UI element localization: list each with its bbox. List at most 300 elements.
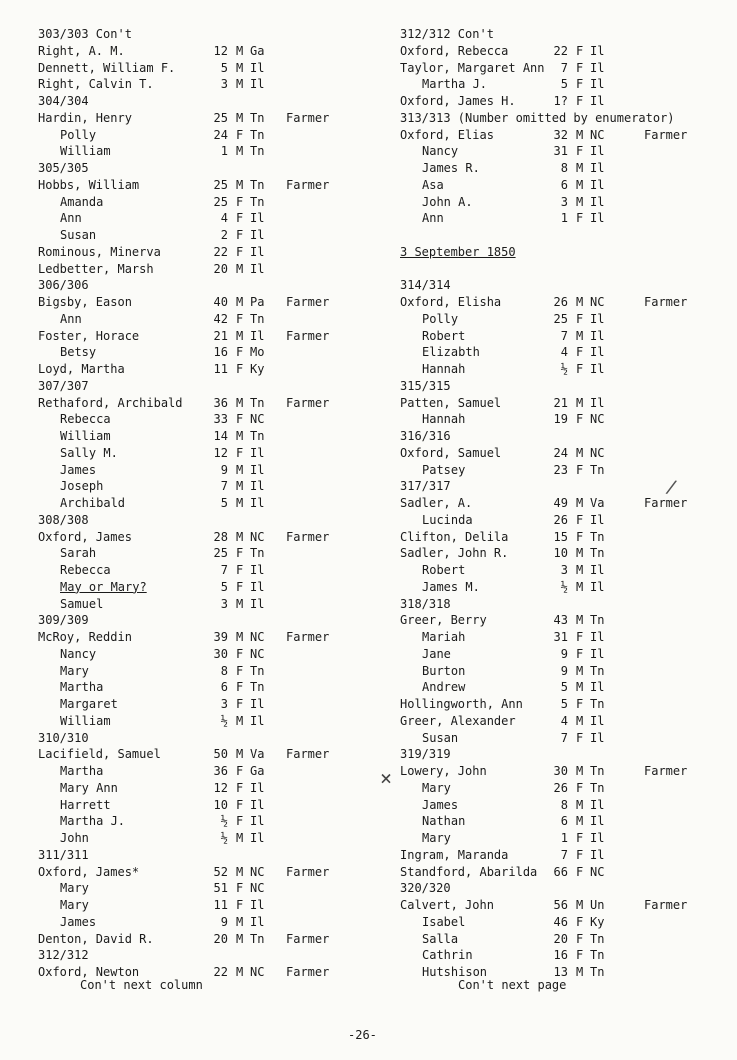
sex: M	[236, 931, 244, 946]
age: 9	[560, 663, 568, 678]
household-number	[400, 26, 730, 43]
person-name: Calvert, John	[400, 898, 494, 912]
person-name: Lacifield, Samuel	[38, 747, 161, 762]
census-row	[400, 780, 730, 797]
census-row	[400, 646, 730, 663]
person-name: Polly	[60, 127, 97, 142]
census-row	[38, 529, 378, 546]
birthplace: NC	[590, 127, 605, 142]
census-row	[38, 244, 378, 261]
sex: M	[236, 747, 244, 762]
person-name: Right, A. M.	[38, 43, 125, 58]
person-name: Salla	[422, 931, 459, 946]
person-name: Hollingworth, Ann	[400, 697, 523, 711]
birthplace: Ga	[250, 43, 265, 58]
birthplace: Tn	[590, 546, 605, 561]
birthplace: Un	[590, 898, 605, 912]
person-name: Oxford, James H.	[400, 94, 516, 108]
sex: F	[236, 646, 244, 661]
age: 8	[220, 663, 228, 678]
census-row	[400, 311, 730, 328]
age: 7	[560, 60, 568, 75]
occupation: Farmer	[286, 395, 330, 410]
census-row	[38, 813, 378, 830]
person-name: 319/319	[400, 747, 451, 762]
sex: F	[236, 881, 244, 896]
age: 5	[560, 77, 568, 92]
census-row	[38, 395, 378, 412]
person-name: Susan	[422, 730, 459, 745]
sex: M	[576, 496, 584, 510]
census-row	[38, 177, 378, 194]
occupation: Farmer	[644, 764, 688, 778]
person-name: Dennett, William F.	[38, 60, 176, 75]
person-name: Mary	[422, 831, 451, 845]
census-row	[400, 847, 730, 864]
person-name: Mary Ann	[60, 780, 118, 795]
person-name: Oxford, James*	[38, 864, 140, 879]
census-row	[38, 663, 378, 680]
birthplace: Il	[590, 144, 605, 159]
age: 7	[560, 328, 568, 343]
person-name: 311/311	[38, 847, 89, 862]
person-name: Sadler, A.	[400, 496, 473, 510]
sex: F	[236, 663, 244, 678]
census-row	[400, 545, 730, 562]
age: 25	[213, 177, 228, 192]
birthplace: Va	[590, 496, 605, 510]
census-row	[400, 127, 730, 144]
birthplace: Tn	[250, 429, 265, 443]
person-name: 312/312 Con't	[400, 27, 494, 41]
birthplace: Il	[250, 496, 265, 510]
birthplace: Il	[250, 898, 265, 912]
birthplace: Tn	[250, 680, 265, 695]
sex: F	[236, 797, 244, 812]
age: 31	[553, 144, 568, 159]
person-name: Martha J.	[422, 77, 488, 92]
census-row	[400, 663, 730, 680]
birthplace: Il	[590, 831, 605, 845]
age: 6	[560, 814, 568, 829]
sex: F	[576, 931, 584, 946]
birthplace: Il	[590, 177, 605, 192]
person-name: 303/303 Con't	[38, 27, 132, 41]
sex: F	[236, 194, 244, 209]
birthplace: Il	[590, 362, 605, 376]
household-number	[400, 428, 730, 445]
person-name: Oxford, Elisha	[400, 295, 502, 309]
census-row	[38, 696, 378, 713]
person-name: 3 September 1850	[400, 244, 516, 259]
birthplace: Tn	[590, 948, 605, 963]
age: 7	[220, 563, 228, 577]
census-row	[38, 880, 378, 897]
person-name: Oxford, James	[38, 529, 132, 544]
person-name: 304/304	[38, 94, 89, 108]
person-name: 314/314	[400, 278, 451, 293]
birthplace: NC	[250, 630, 265, 644]
sex: M	[576, 680, 584, 695]
person-name: Patsey	[422, 462, 466, 477]
birthplace: Ga	[250, 764, 265, 778]
sex: F	[236, 697, 244, 711]
census-row	[400, 93, 730, 110]
census-row	[400, 947, 730, 964]
census-row	[400, 60, 730, 77]
census-row	[400, 43, 730, 60]
person-name: Polly	[422, 311, 459, 326]
census-row	[400, 445, 730, 462]
birthplace: Il	[250, 479, 265, 494]
birthplace: Tn	[590, 780, 605, 795]
census-row	[38, 562, 378, 579]
person-name: James M.	[422, 579, 480, 594]
census-row	[38, 311, 378, 328]
age: 9	[560, 646, 568, 661]
birthplace: Tn	[250, 127, 265, 142]
age: 7	[220, 479, 228, 494]
birthplace: Tn	[590, 931, 605, 946]
birthplace: Il	[590, 211, 605, 226]
sex: F	[576, 697, 584, 711]
person-name: Robert	[422, 563, 466, 577]
census-row	[400, 562, 730, 579]
sex: M	[236, 77, 244, 92]
birthplace: NC	[590, 864, 605, 879]
age: 6	[220, 680, 228, 695]
person-name: 310/310	[38, 730, 89, 745]
birthplace: Il	[590, 94, 605, 108]
person-name: Greer, Berry	[400, 613, 487, 628]
person-name: Sally M.	[60, 445, 118, 460]
age: 24	[553, 445, 568, 460]
sex: F	[236, 228, 244, 242]
age: 36	[213, 395, 228, 410]
census-row	[400, 914, 730, 931]
census-row	[38, 713, 378, 730]
person-name: 306/306	[38, 278, 89, 293]
birthplace: Tn	[250, 144, 265, 159]
age: 5	[220, 496, 228, 510]
birthplace: Il	[250, 713, 265, 728]
person-name: Susan	[60, 228, 97, 242]
sex: F	[576, 311, 584, 326]
age: 26	[553, 295, 568, 309]
person-name: Oxford, Rebecca	[400, 43, 509, 58]
occupation: Farmer	[644, 898, 688, 912]
person-name: Sarah	[60, 546, 97, 561]
census-row	[38, 445, 378, 462]
age: 9	[220, 914, 228, 929]
age: 3	[560, 563, 568, 577]
census-row	[400, 813, 730, 830]
age: 3	[220, 77, 228, 92]
age: 28	[213, 529, 228, 544]
household-number	[38, 847, 378, 864]
person-name: Right, Calvin T.	[38, 77, 154, 92]
birthplace: Tn	[250, 194, 265, 209]
household-number	[400, 378, 730, 395]
sex: F	[236, 764, 244, 778]
person-name: Martha	[60, 680, 104, 695]
census-row	[400, 177, 730, 194]
person-name: Jane	[422, 646, 451, 661]
birthplace: Tn	[250, 931, 265, 946]
person-name: Oxford, Elias	[400, 127, 494, 142]
age: 12	[213, 43, 228, 58]
person-name: Greer, Alexander	[400, 713, 516, 728]
person-name: Nathan	[422, 814, 466, 829]
sex: F	[576, 462, 584, 477]
sex: M	[236, 596, 244, 611]
sex: F	[576, 345, 584, 360]
birthplace: Il	[590, 345, 605, 360]
census-row	[38, 914, 378, 931]
census-row	[38, 797, 378, 814]
person-name: Lowery, John	[400, 764, 487, 778]
occupation: Farmer	[286, 965, 330, 979]
person-name: Martha J.	[60, 814, 126, 829]
birthplace: Il	[250, 60, 265, 75]
birthplace: Il	[250, 328, 265, 343]
occupation: Farmer	[644, 127, 688, 142]
sex: F	[236, 127, 244, 142]
birthplace: Tn	[590, 965, 605, 979]
age: 3	[560, 194, 568, 209]
birthplace: Il	[250, 797, 265, 812]
census-row	[38, 495, 378, 512]
sex: M	[576, 663, 584, 678]
household-number	[38, 160, 378, 177]
person-name: Elizabth	[422, 345, 480, 360]
birthplace: Il	[590, 395, 605, 410]
birthplace: NC	[590, 445, 605, 460]
age: 25	[213, 546, 228, 561]
census-row	[38, 864, 378, 881]
birthplace: Il	[250, 579, 265, 594]
age: 4	[560, 713, 568, 728]
sex: M	[576, 579, 584, 594]
sex: M	[236, 965, 244, 979]
sex: M	[576, 965, 584, 979]
sex: M	[236, 496, 244, 510]
age: 42	[213, 311, 228, 326]
person-name: James	[422, 797, 459, 812]
birthplace: Tn	[250, 663, 265, 678]
sex: M	[236, 177, 244, 192]
occupation: Farmer	[286, 328, 330, 343]
census-row	[38, 210, 378, 227]
census-row	[400, 612, 730, 629]
blank-line	[400, 227, 730, 244]
sex: M	[236, 395, 244, 410]
age: 6	[560, 177, 568, 192]
household-number	[400, 746, 730, 763]
age: 1?	[553, 94, 568, 108]
person-name: Nancy	[422, 144, 459, 159]
age: 25	[213, 110, 228, 125]
age: 4	[560, 345, 568, 360]
census-row	[38, 780, 378, 797]
person-name: 305/305	[38, 161, 89, 175]
birthplace: Il	[590, 713, 605, 728]
continuation-note-left: Con't next column	[80, 978, 203, 992]
age: 36	[213, 764, 228, 778]
birthplace: Va	[250, 747, 265, 762]
age: 20	[553, 931, 568, 946]
birthplace: Il	[250, 211, 265, 226]
birthplace: Il	[590, 847, 605, 862]
person-name: Rominous, Minerva	[38, 244, 161, 259]
census-row	[38, 76, 378, 93]
sex: M	[236, 831, 244, 845]
birthplace: Il	[250, 77, 265, 92]
person-name: 320/320	[400, 881, 451, 896]
blank-line	[400, 261, 730, 278]
age: 16	[213, 345, 228, 360]
birthplace: Tn	[250, 110, 265, 125]
continuation-note-right: Con't next page	[458, 978, 567, 992]
census-row	[38, 679, 378, 696]
birthplace: Tn	[590, 663, 605, 678]
sex: M	[576, 445, 584, 460]
sex: F	[576, 646, 584, 661]
person-name: Rebecca	[60, 412, 111, 427]
person-name: Denton, David R.	[38, 931, 154, 946]
birthplace: Il	[590, 730, 605, 745]
census-row	[400, 462, 730, 479]
birthplace: NC	[250, 864, 265, 879]
person-name: Burton	[422, 663, 466, 678]
person-name: Hardin, Henry	[38, 110, 132, 125]
person-name: Amanda	[60, 194, 104, 209]
age: 10	[213, 797, 228, 812]
person-name: Cathrin	[422, 948, 473, 963]
sex: M	[576, 295, 584, 309]
sex: M	[576, 194, 584, 209]
birthplace: Tn	[250, 311, 265, 326]
age: 26	[553, 780, 568, 795]
person-name: Asa	[422, 177, 444, 192]
person-name: Martha	[60, 764, 104, 778]
person-name: Isabel	[422, 914, 466, 929]
age: 21	[213, 328, 228, 343]
age: 22	[553, 43, 568, 58]
census-row	[38, 60, 378, 77]
sex: M	[236, 328, 244, 343]
handwritten-x-mark: ×	[380, 766, 393, 790]
age: 13	[553, 965, 568, 979]
person-name: Robert	[422, 328, 466, 343]
age: 23	[553, 462, 568, 477]
sex: M	[236, 529, 244, 544]
sex: F	[236, 680, 244, 695]
age: ½	[220, 831, 228, 845]
census-row	[400, 763, 730, 780]
age: 10	[553, 546, 568, 561]
age: 3	[220, 596, 228, 611]
age: 7	[560, 847, 568, 862]
birthplace: Il	[590, 630, 605, 644]
age: 5	[560, 697, 568, 711]
birthplace: Il	[250, 780, 265, 795]
household-number	[38, 512, 378, 529]
birthplace: Ky	[590, 914, 605, 929]
birthplace: Ky	[250, 362, 265, 376]
census-row	[400, 411, 730, 428]
census-row	[38, 746, 378, 763]
birthplace: Il	[590, 77, 605, 92]
birthplace: Pa	[250, 295, 265, 309]
sex: M	[236, 713, 244, 728]
census-row	[38, 43, 378, 60]
household-number	[400, 277, 730, 294]
age: 2	[220, 228, 228, 242]
age: 22	[213, 965, 228, 979]
birthplace: Tn	[250, 546, 265, 561]
person-name: 312/312	[38, 948, 89, 963]
person-name: Mariah	[422, 630, 466, 644]
birthplace: Il	[250, 831, 265, 845]
sex: M	[236, 630, 244, 644]
household-number	[38, 378, 378, 395]
person-name: Betsy	[60, 345, 97, 360]
person-name: James R.	[422, 161, 480, 175]
age: 8	[560, 797, 568, 812]
census-row	[400, 512, 730, 529]
age: 22	[213, 244, 228, 259]
person-name: Patten, Samuel	[400, 395, 502, 410]
sex: F	[236, 814, 244, 829]
census-row	[400, 679, 730, 696]
census-row	[38, 194, 378, 211]
sex: F	[576, 60, 584, 75]
sex: F	[576, 847, 584, 862]
age: 11	[213, 898, 228, 912]
person-name: John A.	[422, 194, 473, 209]
age: 26	[553, 512, 568, 527]
census-row	[38, 629, 378, 646]
age: 9	[220, 462, 228, 477]
birthplace: Il	[250, 445, 265, 460]
sex: F	[576, 77, 584, 92]
birthplace: Tn	[590, 697, 605, 711]
census-row	[400, 931, 730, 948]
age: 20	[213, 931, 228, 946]
census-row	[38, 361, 378, 378]
census-row	[400, 830, 730, 847]
census-row	[400, 328, 730, 345]
age: 40	[213, 295, 228, 309]
person-name: Archibald	[60, 496, 126, 510]
sex: M	[236, 144, 244, 159]
birthplace: Il	[590, 328, 605, 343]
sex: F	[236, 563, 244, 577]
occupation: Farmer	[644, 295, 688, 309]
sex: M	[576, 764, 584, 778]
person-name: William	[60, 713, 111, 728]
age: 25	[213, 194, 228, 209]
person-name: 316/316	[400, 429, 451, 443]
occupation: Farmer	[286, 630, 330, 644]
household-number	[400, 110, 730, 127]
age: 5	[560, 680, 568, 695]
sex: F	[236, 546, 244, 561]
right-column	[400, 26, 730, 981]
person-name: James	[60, 914, 97, 929]
sex: F	[576, 730, 584, 745]
